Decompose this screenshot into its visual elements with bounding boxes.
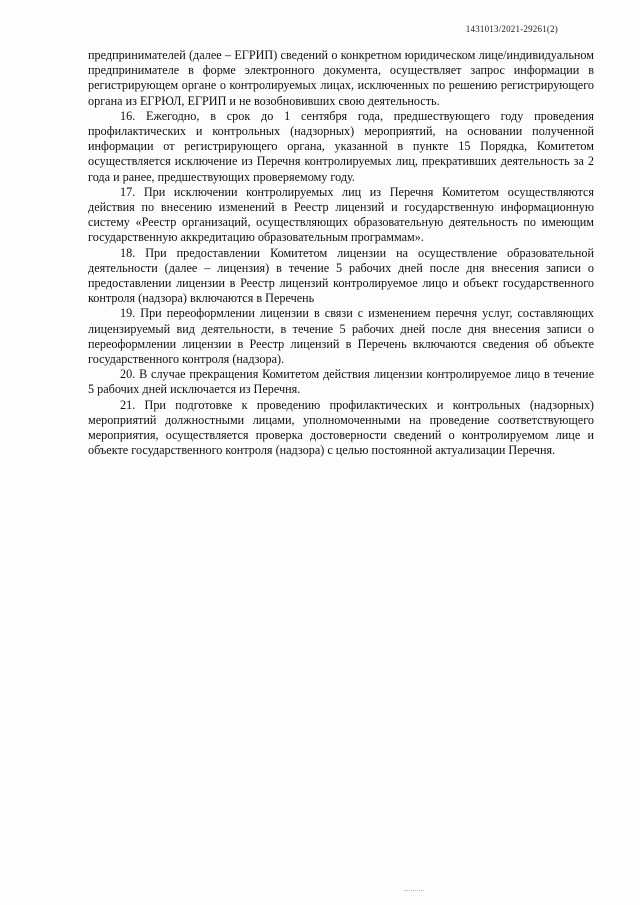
paragraph-18: 18. При предоставлении Комитетом лицензии на осуществление образовательной деятельности (далее – лицензия) в течение 5 рабочих дней после дня внесения записи о предоставлении лицензии в Реестр лицензий контролируемое лицо и объект государственного контроля (надзора) включаются в Перечень bbox=[88, 245, 594, 306]
paragraph-20: 20. В случае прекращения Комитетом действия лицензии контролируемое лицо в течение 5 рабочих дней исключается из Перечня. bbox=[88, 367, 594, 397]
paragraph-15-continuation: предпринимателей (далее – ЕГРИП) сведений о конкретном юридическом лице/индивидуальном предпринимателе в форме электронного документа, осуществляет запрос информации в регистрирующем органе о контролируемых лицах, исключенных по решению регистрирующего органа из ЕГРЮЛ, ЕГРИП и не возобновивших свою деятельность. bbox=[88, 48, 594, 108]
paragraph-19: 19. При переоформлении лицензии в связи с изменением перечня услуг, составляющих лицензируемый вид деятельности, в течение 5 рабочих дней после дня внесения записи о переоформлении лицензии в Реестр лицензий в Перечень включаются сведения об объекте государственного контроля (надзора). bbox=[88, 306, 594, 367]
document-body bbox=[88, 48, 594, 458]
paragraph-16: 16. Ежегодно, в срок до 1 сентября года, предшествующего году проведения профилактических и контрольных (надзорных) мероприятий, на основании полученной информации от регистрирующего органа, указанной в пункте 15 Порядка, Комитетом осуществляется исключение из Перечня контролируемых лиц, прекративших деятельность за 2 года и ранее, предшествующих проверяемому году. bbox=[88, 108, 594, 184]
paragraph-21: 21. При подготовке к проведению профилактических и контрольных (надзорных) мероприятий должностными лицами, уполномоченными на проведение соответствующего мероприятия, осуществляется проверка достоверности сведений о контролируемом лице и объекте государственного контроля (надзора) с целью постоянной актуализации Перечня. bbox=[88, 397, 594, 458]
document-registration-number: 1431013/2021-29261(2) bbox=[465, 24, 558, 34]
paragraph-17: 17. При исключении контролируемых лиц из Перечня Комитетом осуществляются действия по внесению изменений в Реестр лицензий и государственную информационную систему «Реестр организаций, осуществляющих образовательную деятельность по имеющим государственную аккредитацию образовательным программам». bbox=[88, 184, 594, 245]
scan-edge-mark bbox=[404, 890, 424, 893]
